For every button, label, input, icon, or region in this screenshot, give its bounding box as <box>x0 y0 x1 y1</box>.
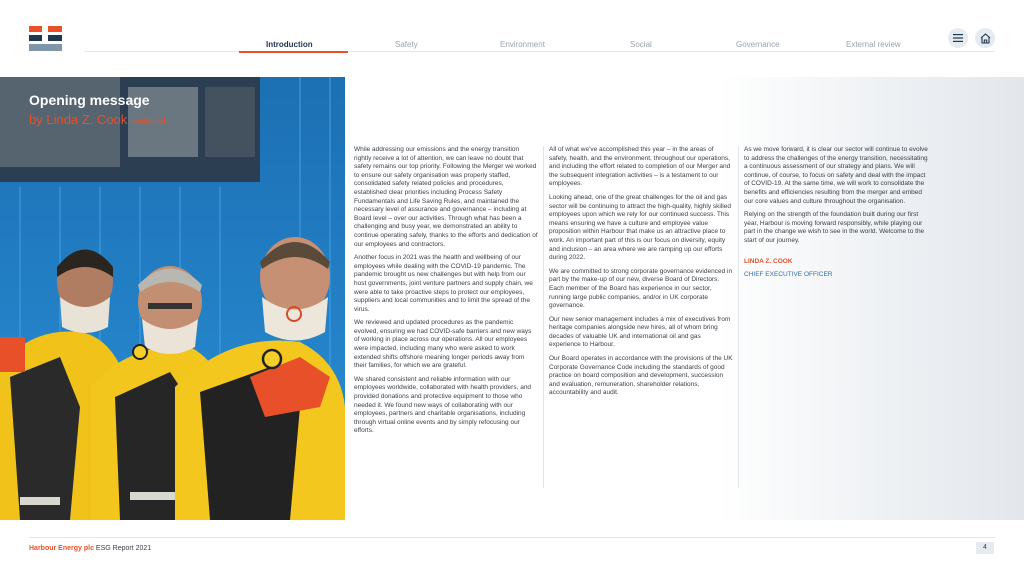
footer-brand: Harbour Energy plc <box>29 545 94 552</box>
paragraph: Another focus in 2021 was the health and wellbeing of our employees while dealing with the COVID-19 pandemic. The pandemic brought us new challenges but with help from our host governments, joint venture partners and supply chain, we were able to take proactive steps to protect our employees, suppliers and local communities and to limit the spread of the virus. <box>354 254 533 313</box>
footer-divider <box>29 537 995 538</box>
text-column-2 <box>549 146 733 403</box>
nav-tab-governance[interactable]: Governance <box>736 40 780 49</box>
paragraph: We reviewed and updated procedures as the pandemic evolved, ensuring we had COVID-safe barriers and new ways of working in place across our operations. All our employees were impacted, including many who were asked to work extended shifts offshore meaning longer periods away from their families, for which we are grateful. <box>354 319 532 370</box>
crew-photo-illustration <box>0 77 345 520</box>
home-button[interactable] <box>975 28 995 48</box>
text-column-3 <box>744 146 928 285</box>
nav-tab-environment[interactable]: Environment <box>500 40 545 49</box>
home-icon <box>980 33 991 44</box>
paragraph: While addressing our emissions and the energy transition rightly receive a lot of attention, we can leave no doubt that safety remains our top priority. Following the Merger we worked to ensure our safety organisation was properly staffed, consolidated safety related policies and procedures, established clear priorities including Process Safety Fundamentals and Life Saving Rules, and maintained the necessary level of assurance and governance – including at Board level – over our activities. Through what has been a challenging and busy year, we demonstrated an ability to continue operating safely, thanks to the efforts and dedication of our employees and contractors. <box>354 146 538 248</box>
paragraph: We are committed to strong corporate governance evidenced in part by the make-up of our new, diverse Board of Directors. Each member of the Board has experience in our sector, running large public companies, and/or in UK corporate governance. <box>549 267 733 310</box>
signature-name: LINDA Z. COOK <box>744 257 793 265</box>
author-line: by Linda Z. Cook <box>29 112 128 127</box>
nav-tab-safety[interactable]: Safety <box>395 40 418 49</box>
signature-title: CHIEF EXECUTIVE OFFICER <box>744 271 833 279</box>
hero-photo <box>0 77 345 520</box>
continued-label: continued <box>130 117 166 126</box>
footer-label <box>29 545 151 552</box>
nav-divider <box>84 51 994 52</box>
menu-button[interactable] <box>948 28 968 48</box>
paragraph: As we move forward, it is clear our sector will continue to evolve to address the challenges of the energy transition, necessitating a continuous assessment of our strategy and plans. We will continue, of course, to focus on safety and deal with the impact of COVID-19. At the same time, we will work to consolidate the benefits and efficiencies resulting from the merger and embed our core values and culture throughout the organisation. <box>744 146 928 205</box>
paragraph: We shared consistent and reliable information with our employees worldwide, collaborated with health providers, and provided donations and protective equipment to those who needed it. We found new ways of collaborating with our employees, partners and charitable organisations, including through virtual online events and by simply refocusing our efforts. <box>354 375 532 435</box>
paragraph: Looking ahead, one of the great challenges for the oil and gas sector will be continuing to attract the high-quality, highly skilled employees upon which we rely for our continued success. This means ensuring we have a culture and employee value proposition within Harbour that make us an attractive place to work. An important part of this is our focus on diversity, equity and inclusion – an area where we are ramping up our efforts during 2022. <box>549 193 731 262</box>
menu-icon <box>953 34 963 42</box>
paragraph: Our Board operates in accordance with the provisions of the UK Corporate Governance Code including the standards of good practice on board composition and development, succession and evaluation, remuneration, shareholder relations, accountability and audit. <box>549 355 733 397</box>
nav-tab-external-review[interactable]: External review <box>846 40 901 49</box>
column-divider <box>738 146 739 488</box>
text-column-1 <box>354 146 538 441</box>
paragraph: Our new senior management includes a mix of executives from heritage companies alongside new hires, all of whom bring decades of valuable UK and international oil and gas experience to Harbour. <box>549 315 731 349</box>
page-title: Opening message <box>29 92 150 108</box>
paragraph: Relying on the strength of the foundation built during our first year, Harbour is moving forward responsibly, while playing our part in the change we wish to see in the world. Welcome to the start of our journey. <box>744 211 925 244</box>
column-divider <box>543 146 544 488</box>
active-tab-indicator <box>239 51 348 53</box>
paragraph: All of what we've accomplished this year – in the areas of safety, health, and the environment, throughout our operations, and including the effort related to completion of our Merger and the subsequent integration activities – is a testament to our employees. <box>549 146 731 188</box>
footer-report: ESG Report 2021 <box>95 545 152 552</box>
nav-tab-social[interactable]: Social <box>630 40 652 49</box>
page-number: 4 <box>976 542 994 554</box>
page-subtitle <box>29 111 166 130</box>
nav-tab-introduction[interactable]: Introduction <box>266 40 313 49</box>
